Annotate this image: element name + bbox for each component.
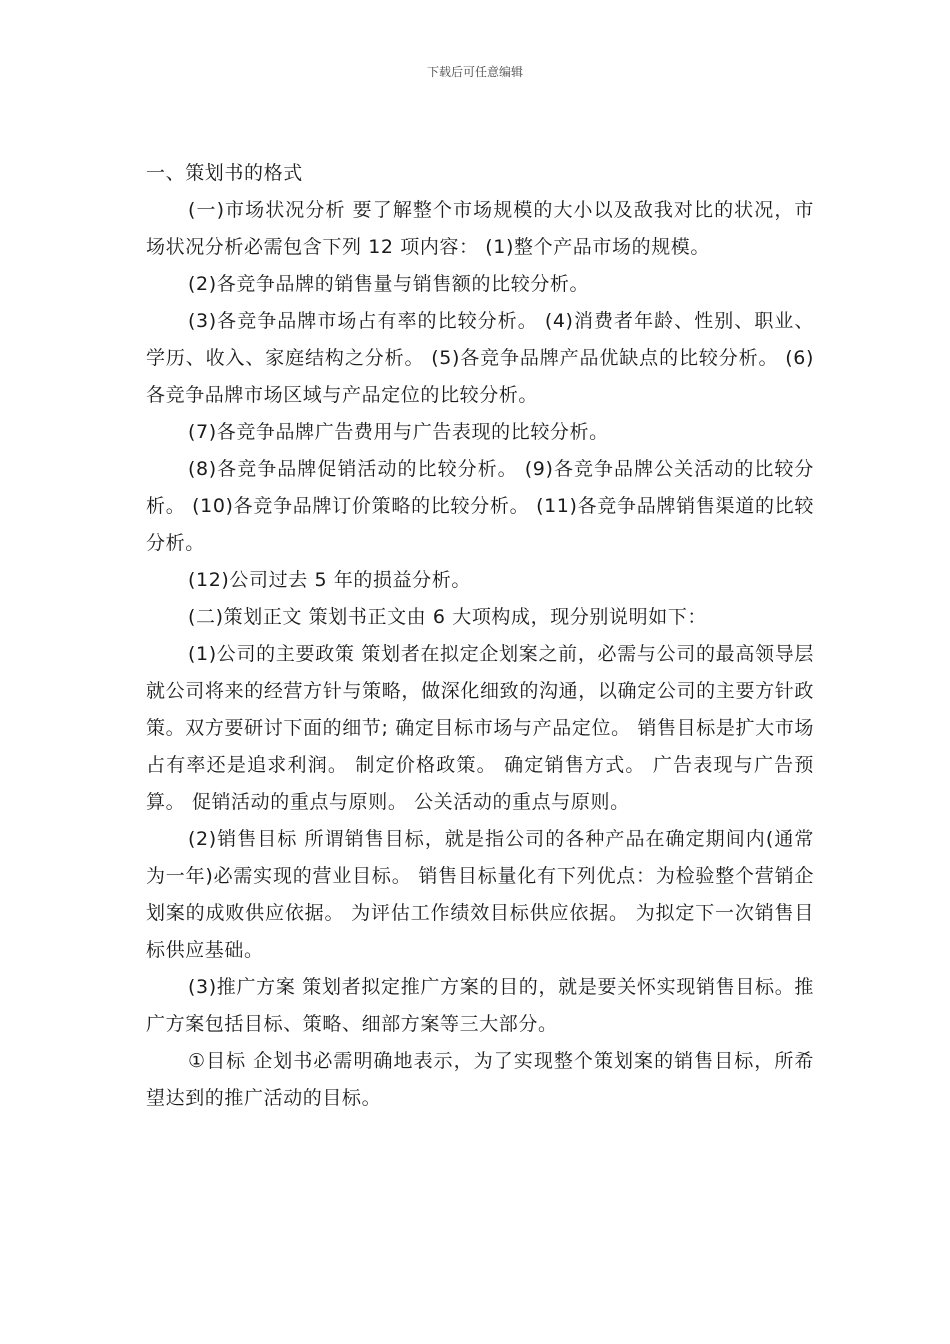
section-heading: 一、策划书的格式 <box>146 162 303 184</box>
paragraph: (7)各竞争品牌广告费用与广告表现的比较分析。 <box>188 421 609 443</box>
paragraph: (1)公司的主要政策 策划者在拟定企划案之前，必需与公司的最高领导层就公司将来的经营方针与策略，做深化细致的沟通，以确定公司的主要方针政策。双方要研讨下面的细节; 确定目标市场与产品定位。 销售目标是扩大市场占有率还是追求利润。 制定价格政策。 确定销售方式。 广告表现与广告预算。 促销活动的重点与原则。 公关活动的重点与原则。 <box>146 643 814 813</box>
paragraph: ①目标 企划书必需明确地表示，为了实现整个策划案的销售目标，所希望达到的推广活动的目标。 <box>146 1050 814 1109</box>
paragraph: (8)各竞争品牌促销活动的比较分析。 (9)各竞争品牌公关活动的比较分析。 (10)各竞争品牌订价策略的比较分析。 (11)各竞争品牌销售渠道的比较分析。 <box>146 458 814 554</box>
paragraph: (一)市场状况分析 要了解整个市场规模的大小以及敌我对比的状况，市场状况分析必需包含下列 12 项内容： (1)整个产品市场的规模。 <box>146 199 814 258</box>
page-header: 下载后可任意编辑 <box>426 65 523 79</box>
paragraph: (12)公司过去 5 年的损益分析。 <box>188 569 471 591</box>
document-body <box>146 155 814 1117</box>
paragraph: (2)销售目标 所谓销售目标，就是指公司的各种产品在确定期间内(通常为一年)必需实现的营业目标。 销售目标量化有下列优点：为检验整个营销企划案的成败供应依据。 为评估工作绩效目标供应依据。 为拟定下一次销售目标供应基础。 <box>146 828 814 961</box>
paragraph: (2)各竞争品牌的销售量与销售额的比较分析。 <box>188 273 590 295</box>
paragraph: (3)各竞争品牌市场占有率的比较分析。 (4)消费者年龄、性别、职业、学历、收入、家庭结构之分析。 (5)各竞争品牌产品优缺点的比较分析。 (6)各竞争品牌市场区域与产品定位的比较分析。 <box>146 310 814 406</box>
paragraph: (二)策划正文 策划书正文由 6 大项构成，现分别说明如下： <box>188 606 708 628</box>
paragraph: (3)推广方案 策划者拟定推广方案的目的，就是要关怀实现销售目标。推广方案包括目标、策略、细部方案等三大部分。 <box>146 976 814 1035</box>
